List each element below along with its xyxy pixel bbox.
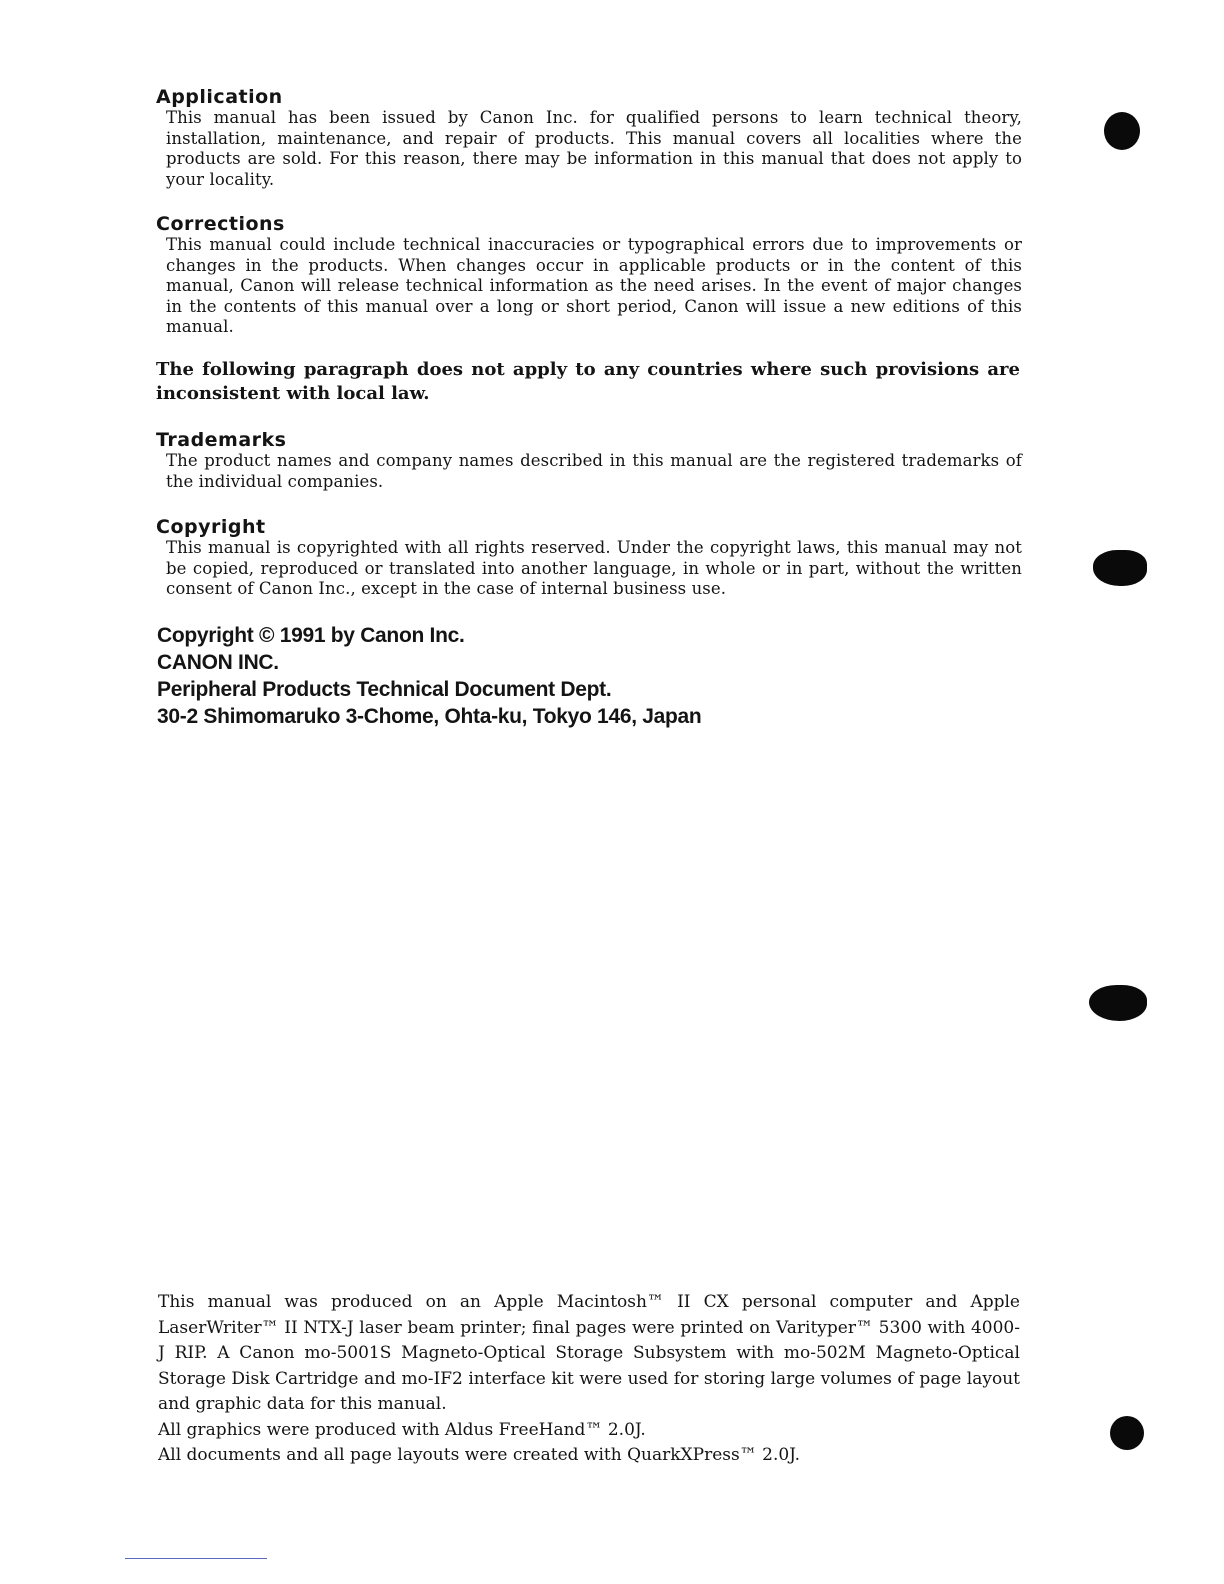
- punch-hole-mark: [1089, 985, 1147, 1021]
- trademarks-section: [156, 429, 1022, 492]
- application-heading: Application: [156, 86, 283, 108]
- copyright-text: This manual is copyrighted with all rights reserved. Under the copyright laws, this manual may not be copied, reproduced or translated into another language, in whole or in part, without the written consent of Canon Inc., except in the case of internal business use.: [166, 538, 1022, 598]
- punch-hole-mark: [1110, 1416, 1144, 1450]
- copyright-line: Copyright © 1991 by Canon Inc.: [157, 624, 465, 647]
- layout-line: All documents and all page layouts were created with QuarkXPress™ 2.0J.: [158, 1445, 801, 1465]
- jurisdiction-notice: The following paragraph does not apply to any countries where such provisions are inconsistent with local law.: [156, 359, 1020, 404]
- corrections-section: [156, 213, 1022, 338]
- production-paragraph: This manual was produced on an Apple Macintosh™ II CX personal computer and Apple LaserWriter™ II NTX-J laser beam printer; final pages were printed on Varityper™ 5300 with 4000-J RIP. A Canon mo-5001S Magneto-Optical Storage Subsystem with mo-502M Magneto-Optical Storage Disk Cartridge and mo-IF2 interface kit were used for storing large volumes of page layout and graphic data for this manual.: [158, 1292, 1020, 1414]
- trademarks-text: The product names and company names described in this manual are the registered trademarks of the individual companies.: [166, 451, 1022, 491]
- footer-rule: [125, 1558, 267, 1559]
- corrections-text: This manual could include technical inaccuracies or typographical errors due to improvements or changes in the products. When changes occur in applicable products or in the content of this manual, Canon will release technical information as the need arises. In the event of major changes in the contents of this manual over a long or short period, Canon will issue a new editions of this manual.: [166, 235, 1022, 336]
- punch-hole-mark: [1104, 112, 1140, 150]
- corrections-heading: Corrections: [156, 213, 285, 235]
- punch-hole-mark: [1093, 550, 1147, 586]
- copyright-section: [156, 516, 1022, 600]
- graphics-line: All graphics were produced with Aldus FreeHand™ 2.0J.: [158, 1419, 646, 1440]
- company-info: [157, 622, 701, 730]
- company-name: CANON INC.: [157, 651, 279, 674]
- copyright-heading: Copyright: [156, 516, 266, 538]
- application-text: This manual has been issued by Canon Inc. for qualified persons to learn technical theory, installation, maintenance, and repair of products. This manual covers all localities where the products are sold. For this reason, there may be information in this manual that does not apply to your locality.: [166, 108, 1022, 189]
- production-notes: [158, 1290, 1020, 1469]
- company-address: 30-2 Shimomaruko 3-Chome, Ohta-ku, Tokyo 146, Japan: [157, 705, 702, 728]
- trademarks-heading: Trademarks: [156, 429, 287, 451]
- notice-section: [156, 358, 1020, 406]
- department-name: Peripheral Products Technical Document Dept.: [157, 678, 612, 701]
- application-section: [156, 86, 1022, 190]
